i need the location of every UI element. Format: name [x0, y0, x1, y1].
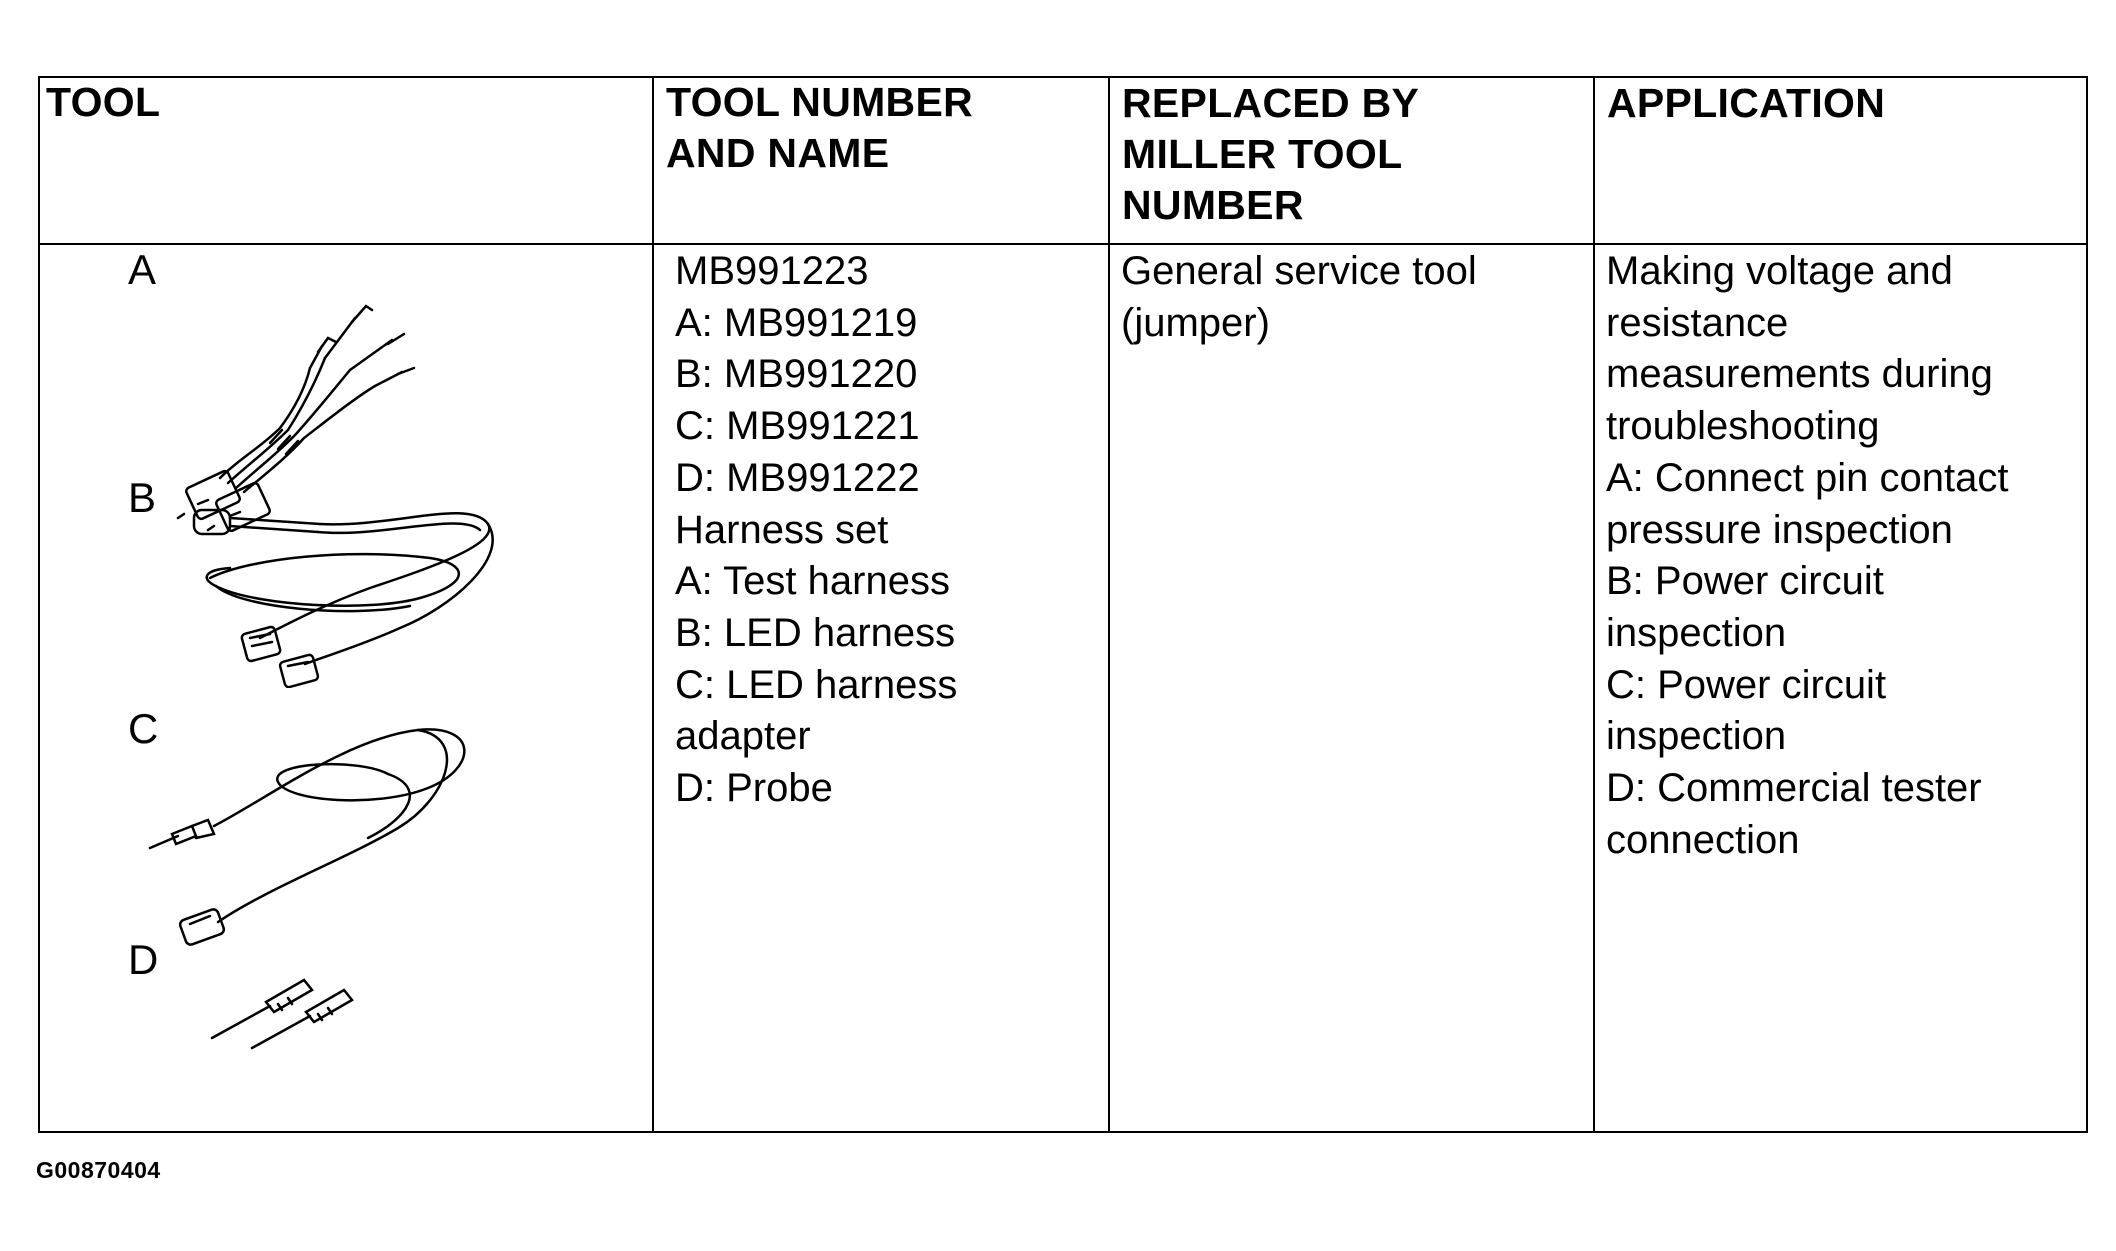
header-tool: TOOL [46, 79, 161, 125]
header-replaced-by: REPLACED BY MILLER TOOL NUMBER [1122, 80, 1420, 228]
header-application: APPLICATION [1607, 80, 1886, 126]
figure-code: G00870404 [36, 1157, 161, 1183]
probe-lead-icon [148, 718, 488, 958]
probe-pins-icon [208, 968, 408, 1068]
application-cell: Making voltage and resistance measurements during troubleshooting A: Connect pin contact pressure inspection B: Power circuit inspection C: Power circuit inspection D: Commercial tester connection [1606, 249, 2009, 862]
replaced-by-cell: General service tool (jumper) [1121, 249, 1477, 345]
header-divider [40, 243, 2086, 245]
tool-table [38, 76, 2088, 1133]
tool-number-and-name-cell: MB991223 A: MB991219 B: MB991220 C: MB991221 D: MB991222 Harness set A: Test harness B: LED harness C: LED harness adapter D: Probe [675, 249, 958, 811]
tool-letter-a: A [128, 246, 157, 293]
tool-letter-d: D [128, 936, 159, 983]
column-divider [1108, 78, 1110, 1131]
header-tool-number-and-name: TOOL NUMBER AND NAME [666, 79, 974, 176]
column-divider [1593, 78, 1595, 1131]
column-divider [652, 78, 654, 1131]
led-harness-icon [170, 488, 510, 688]
tool-letter-c: C [128, 705, 159, 752]
tool-letter-b: B [128, 474, 157, 521]
